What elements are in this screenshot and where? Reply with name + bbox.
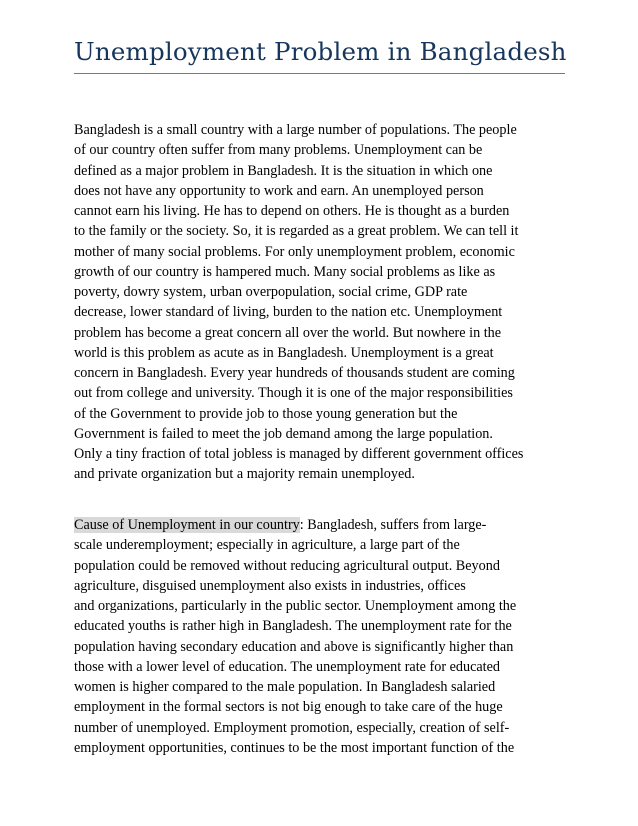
paragraph-line: cannot earn his living. He has to depend on others. He is thought as a burden — [74, 203, 510, 219]
paragraph-line: population could be removed without reducing agricultural output. Beyond — [74, 557, 500, 574]
paragraph-line: Bangladesh is a small country with a large number of populations. The people — [74, 122, 517, 138]
paragraph-line: poverty, dowry system, urban overpopulation, social crime, GDP rate — [74, 284, 468, 300]
intro-paragraph — [74, 120, 574, 485]
paragraph-line: world is this problem as acute as in Bangladesh. Unemployment is a great — [74, 344, 494, 361]
paragraph-line: educated youths is rather high in Bangladesh. The unemployment rate for the — [74, 618, 512, 635]
paragraph-line: to the family or the society. So, it is regarded as a great problem. We can tell it — [74, 223, 519, 240]
paragraph-first-line — [74, 515, 574, 535]
paragraph-line: out from college and university. Though it is one of the major responsibilities — [74, 385, 513, 402]
paragraph-line: population having secondary education and above is significantly higher than — [74, 638, 514, 655]
paragraph-line: decrease, lower standard of living, burden to the nation etc. Unemployment — [74, 304, 503, 321]
paragraph-line: agriculture, disguised unemployment also exists in industries, offices — [74, 577, 466, 594]
cause-heading: Cause of Unemployment in our country — [74, 517, 300, 533]
paragraph-line: those with a lower level of education. The unemployment rate for educated — [74, 658, 500, 675]
paragraph-line: and private organization but a majority remain unemployed. — [74, 466, 415, 483]
paragraph-line: mother of many social problems. For only unemployment problem, economic — [74, 243, 515, 260]
cause-paragraph — [74, 515, 574, 758]
document-title: Unemployment Problem in Bangladesh — [74, 37, 567, 66]
paragraph-line: concern in Bangladesh. Every year hundreds of thousands student are coming — [74, 365, 515, 381]
paragraph-line: employment opportunities, continues to be the most important function of the — [74, 739, 515, 756]
paragraph-line: Only a tiny fraction of total jobless is managed by different government offices — [74, 446, 524, 462]
paragraph-line: problem has become a great concern all over the world. But nowhere in the — [74, 324, 502, 341]
paragraph-line: of the Government to provide job to those young generation but the — [74, 405, 458, 422]
paragraph-line: of our country often suffer from many problems. Unemployment can be — [74, 142, 483, 159]
paragraph-line: and organizations, particularly in the public sector. Unemployment among the — [74, 598, 517, 614]
paragraph-line: Government is failed to meet the job demand among the large population. — [74, 425, 493, 442]
paragraph-line: defined as a major problem in Bangladesh. It is the situation in which one — [74, 162, 493, 179]
paragraph-line: number of unemployed. Employment promotion, especially, creation of self- — [74, 719, 510, 736]
title-underline — [74, 73, 565, 74]
paragraph-line: does not have any opportunity to work and earn. An unemployed person — [74, 182, 484, 199]
paragraph-line: growth of our country is hampered much. Many social problems as like as — [74, 263, 496, 280]
paragraph-line: women is higher compared to the male population. In Bangladesh salaried — [74, 679, 496, 695]
paragraph-line: employment in the formal sectors is not big enough to take care of the huge — [74, 699, 503, 716]
paragraph-line: scale underemployment; especially in agriculture, a large part of the — [74, 537, 460, 554]
cause-first-line-text: : Bangladesh, suffers from large- — [299, 517, 487, 533]
